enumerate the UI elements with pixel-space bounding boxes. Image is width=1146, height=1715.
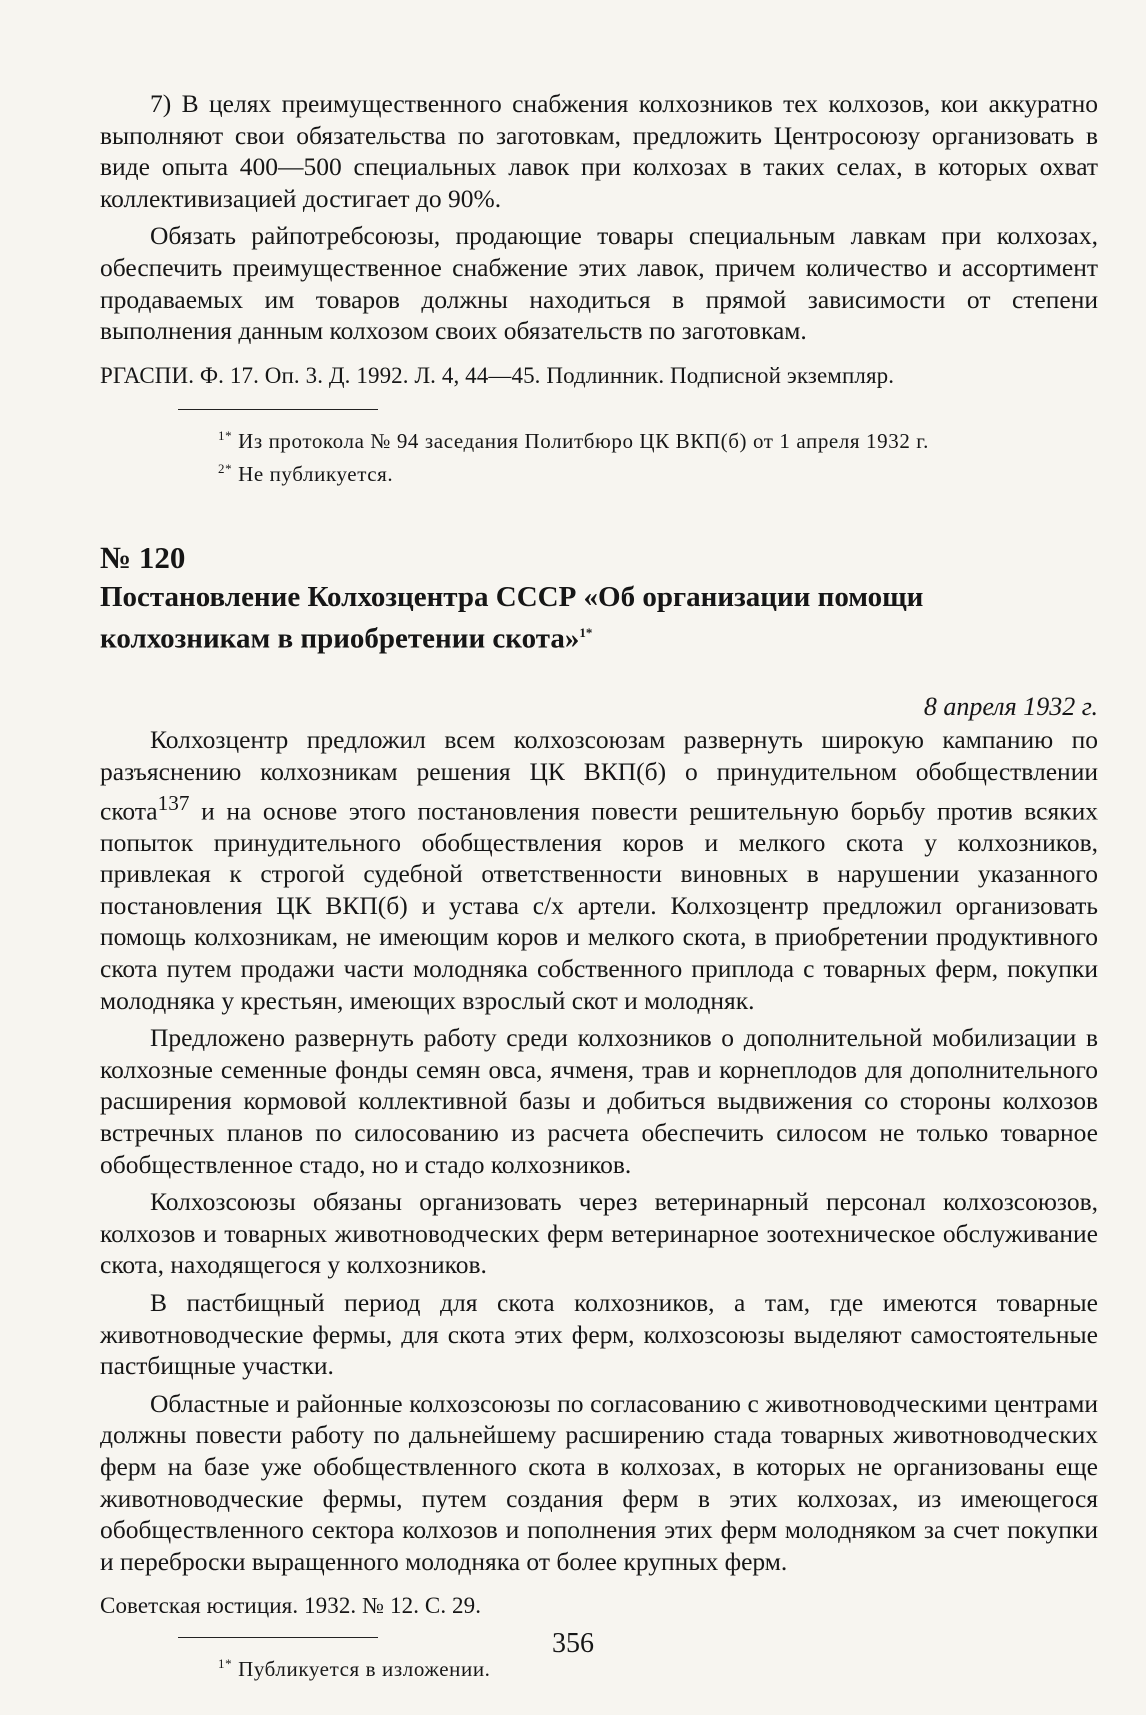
paragraph: Колхозсоюзы обязаны организовать через ветеринарный персонал колхозсоюзов, колхозов и товарных животноводческих ферм ветеринарное зоотехническое обслуживание скота, находящегося у колхозников. [100, 1187, 1098, 1280]
footnote [218, 422, 1098, 455]
paragraph: 7) В целях преимущественного снабжения колхозников тех колхозов, кои аккуратно выполняют свои обязательства по заготовкам, предложить Центросоюзу организовать в виде опыта 400—500 специальных лавок при колхозах в таких селах, в которых охват коллективизацией достигает до 90%. [100, 89, 1098, 213]
footnote-separator [178, 409, 378, 410]
footnote-text: Публикуется в изложении. [238, 1657, 491, 1682]
paragraph-text: Колхозцентр предложил всем колхозсоюзам развернуть широкую кампанию по разъяснению колхозникам решения ЦК ВКП(б) о принудительном обобществлении скота [100, 725, 1098, 826]
endnote-mark: 137 [157, 790, 190, 815]
document-title-text: Постановление Колхозцентра СССР «Об организации помощи колхозникам в приобретении скота» [100, 580, 924, 655]
title-footnote-mark: 1* [579, 624, 593, 640]
paragraph: Обязать райпотребсоюзы, продающие товары специальным лавкам при колхозах, обеспечить преимущественное снабжение этих лавок, причем количество и ассортимент продаваемых им товаров должны находиться в прямой зависимости от степени выполнения данным колхозом своих обязательств по заготовкам. [100, 221, 1098, 346]
archive-source: РГАСПИ. Ф. 17. Оп. 3. Д. 1992. Л. 4, 44—45. Подлинник. Подписной экземпляр. [100, 362, 895, 388]
paragraph [100, 724, 1098, 1016]
paragraph: Областные и районные колхозсоюзы по согласованию с животноводческими центрами должны повести работу по дальнейшему расширению стада товарных животноводческих ферм на базе уже обобществленного скота в колхозах, в которых не организованы еще животноводческие фермы, путем создания ферм в этих колхозах, из имеющегося обобществленного сектора колхозов и пополнения этих ферм молодняком за счет покупки и переброски выращенного молодняка от более крупных ферм. [100, 1388, 1098, 1576]
footnote-mark: 1* [218, 427, 233, 443]
page-number: 356 [552, 1628, 594, 1659]
footnote-mark: 1* [218, 1656, 233, 1672]
footnote-text: Не публикуется. [238, 461, 394, 486]
publication-source: Советская юстиция. 1932. № 12. С. 29. [100, 1593, 482, 1619]
paragraph-text: и на основе этого постановления повести решительную борьбу против всяких попыток принудительного обобществления коров и мелкого скота у колхозников, привлекая к строгой судебной ответственности виновных в нарушении указанного постановления ЦК ВКП(б) и устава с/х артели. Колхозцентр предложил организовать помощь колхозникам, не имеющим коров и мелкого скота, в приобретении продуктивного скота путем продажи части молодняка собственного приплода с товарных ферм, покупки молодняка у крестьян, имеющих взрослый скот и молодняк. [100, 796, 1098, 1015]
document-title [100, 580, 1098, 657]
footnote-text: Из протокола № 94 заседания Политбюро ЦК ВКП(б) от 1 апреля 1932 г. [238, 428, 929, 453]
document-number: № 120 [100, 539, 186, 575]
footnote [218, 455, 1098, 488]
document-date: 8 апреля 1932 г. [923, 692, 1098, 722]
document-body [100, 724, 1098, 1577]
top-section [100, 88, 1098, 347]
paragraph: В пастбищный период для скота колхозников, а там, где имеются товарные животноводческие фермы, для скота этих ферм, колхозсоюзы выделяют самостоятельные пастбищные участки. [100, 1288, 1098, 1381]
paragraph: Предложено развернуть работу среди колхозников о дополнительной мобилизации в колхозные семенные фонды семян овса, ячменя, трав и корнеплодов для дополнительного расширения кормовой коллективной базы и добиться выдвижения со стороны колхозов встречных планов по силосованию из расчета обеспечить силосом не только товарное обобществленное стадо, но и стадо колхозников. [100, 1023, 1098, 1179]
footnote-mark: 2* [218, 460, 233, 476]
